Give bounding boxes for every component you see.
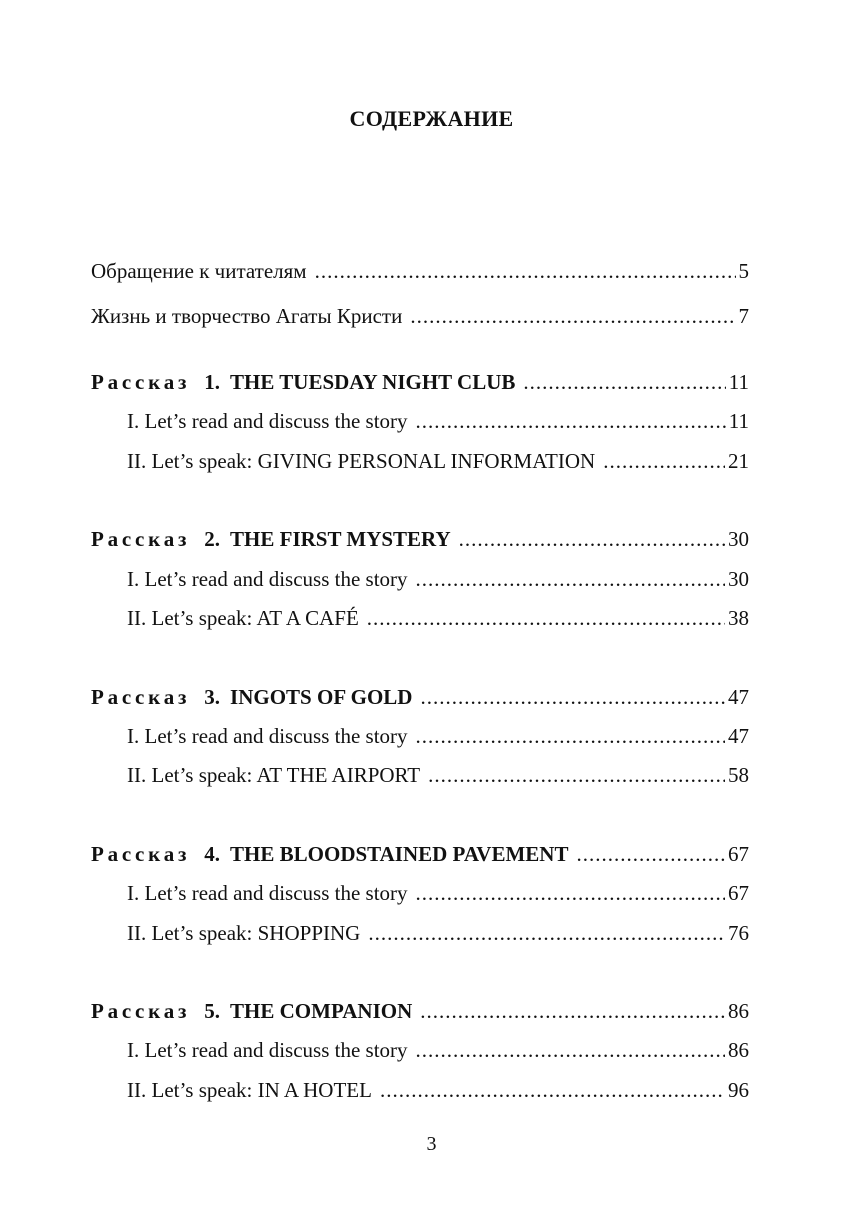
toc-entry-label: II. Let’s speak: AT THE AIRPORT [127, 763, 421, 787]
toc-subentry-read[interactable] [127, 723, 749, 749]
toc-page-number: 30 [728, 527, 749, 551]
toc-entry-label: I. Let’s read and discuss the story [127, 724, 408, 748]
dot-leader [428, 762, 725, 788]
dot-leader [523, 369, 725, 395]
toc-story-3[interactable] [91, 684, 749, 710]
dot-leader [416, 723, 725, 749]
toc-page-number: 7 [738, 304, 749, 328]
toc-story-4[interactable] [91, 841, 749, 867]
toc-page-number: 21 [728, 449, 749, 473]
toc-page-number: 11 [728, 409, 749, 433]
toc-entry-label: Жизнь и творчество Агаты Кристи [91, 304, 403, 328]
dot-leader [380, 1077, 725, 1103]
toc-page-number: 67 [728, 881, 749, 905]
toc-subentry-read[interactable] [127, 1037, 749, 1063]
toc-page-number: 47 [728, 724, 749, 748]
dot-leader [603, 448, 725, 474]
toc-story-1[interactable] [91, 369, 749, 395]
toc-story-heading: Рассказ 1. THE TUESDAY NIGHT CLUB [91, 370, 516, 394]
toc-story-heading: Рассказ 2. THE FIRST MYSTERY [91, 527, 451, 551]
toc-page-number: 58 [728, 763, 749, 787]
toc-entry-label: I. Let’s read and discuss the story [127, 409, 408, 433]
toc-subentry-speak[interactable] [127, 605, 749, 631]
toc-entry-label: II. Let’s speak: IN A HOTEL [127, 1078, 372, 1102]
dot-leader [368, 920, 725, 946]
toc-subentry-speak[interactable] [127, 920, 749, 946]
toc-entry-intro-biography[interactable] [91, 303, 749, 329]
toc-subentry-read[interactable] [127, 566, 749, 592]
dot-leader [416, 408, 726, 434]
toc-entry-label: I. Let’s read and discuss the story [127, 567, 408, 591]
dot-leader [420, 684, 725, 710]
toc-page-number: 38 [728, 606, 749, 630]
toc-story-heading: Рассказ 3. INGOTS OF GOLD [91, 685, 413, 709]
dot-leader [416, 566, 725, 592]
toc-entry-label: II. Let’s speak: GIVING PERSONAL INFORMATION [127, 449, 596, 473]
toc-entry-label: I. Let’s read and discuss the story [127, 881, 408, 905]
toc-entry-label: II. Let’s speak: AT A CAFÉ [127, 606, 359, 630]
toc-entry-label: Обращение к читателям [91, 259, 307, 283]
toc-entry-label: I. Let’s read and discuss the story [127, 1038, 408, 1062]
dot-leader [420, 998, 725, 1024]
toc-page-number: 76 [728, 921, 749, 945]
toc-page-number: 30 [728, 567, 749, 591]
toc-page-number: 96 [728, 1078, 749, 1102]
dot-leader [367, 605, 725, 631]
toc-page-number: 86 [728, 1038, 749, 1062]
toc-page-number: 11 [728, 370, 749, 394]
toc-subentry-speak[interactable] [127, 448, 749, 474]
toc-page-number: 5 [738, 259, 749, 283]
toc-story-5[interactable] [91, 998, 749, 1024]
dot-leader [416, 880, 725, 906]
dot-leader [410, 303, 735, 329]
toc-subentry-read[interactable] [127, 880, 749, 906]
toc-page-number: 67 [728, 842, 749, 866]
toc-subentry-read[interactable] [127, 408, 749, 434]
dot-leader [315, 258, 736, 284]
page-number: 3 [426, 1133, 437, 1155]
toc-page-number: 86 [728, 999, 749, 1023]
dot-leader [459, 526, 725, 552]
page-title: СОДЕРЖАНИЕ [349, 106, 514, 131]
toc-entry-intro-readers[interactable] [91, 258, 749, 284]
toc-subentry-speak[interactable] [127, 762, 749, 788]
toc-page-number: 47 [728, 685, 749, 709]
toc-story-heading: Рассказ 4. THE BLOODSTAINED PAVEMENT [91, 842, 569, 866]
toc-story-2[interactable] [91, 526, 749, 552]
toc-subentry-speak[interactable] [127, 1077, 749, 1103]
dot-leader [416, 1037, 725, 1063]
toc-entry-label: II. Let’s speak: SHOPPING [127, 921, 361, 945]
dot-leader [576, 841, 725, 867]
toc-story-heading: Рассказ 5. THE COMPANION [91, 999, 413, 1023]
